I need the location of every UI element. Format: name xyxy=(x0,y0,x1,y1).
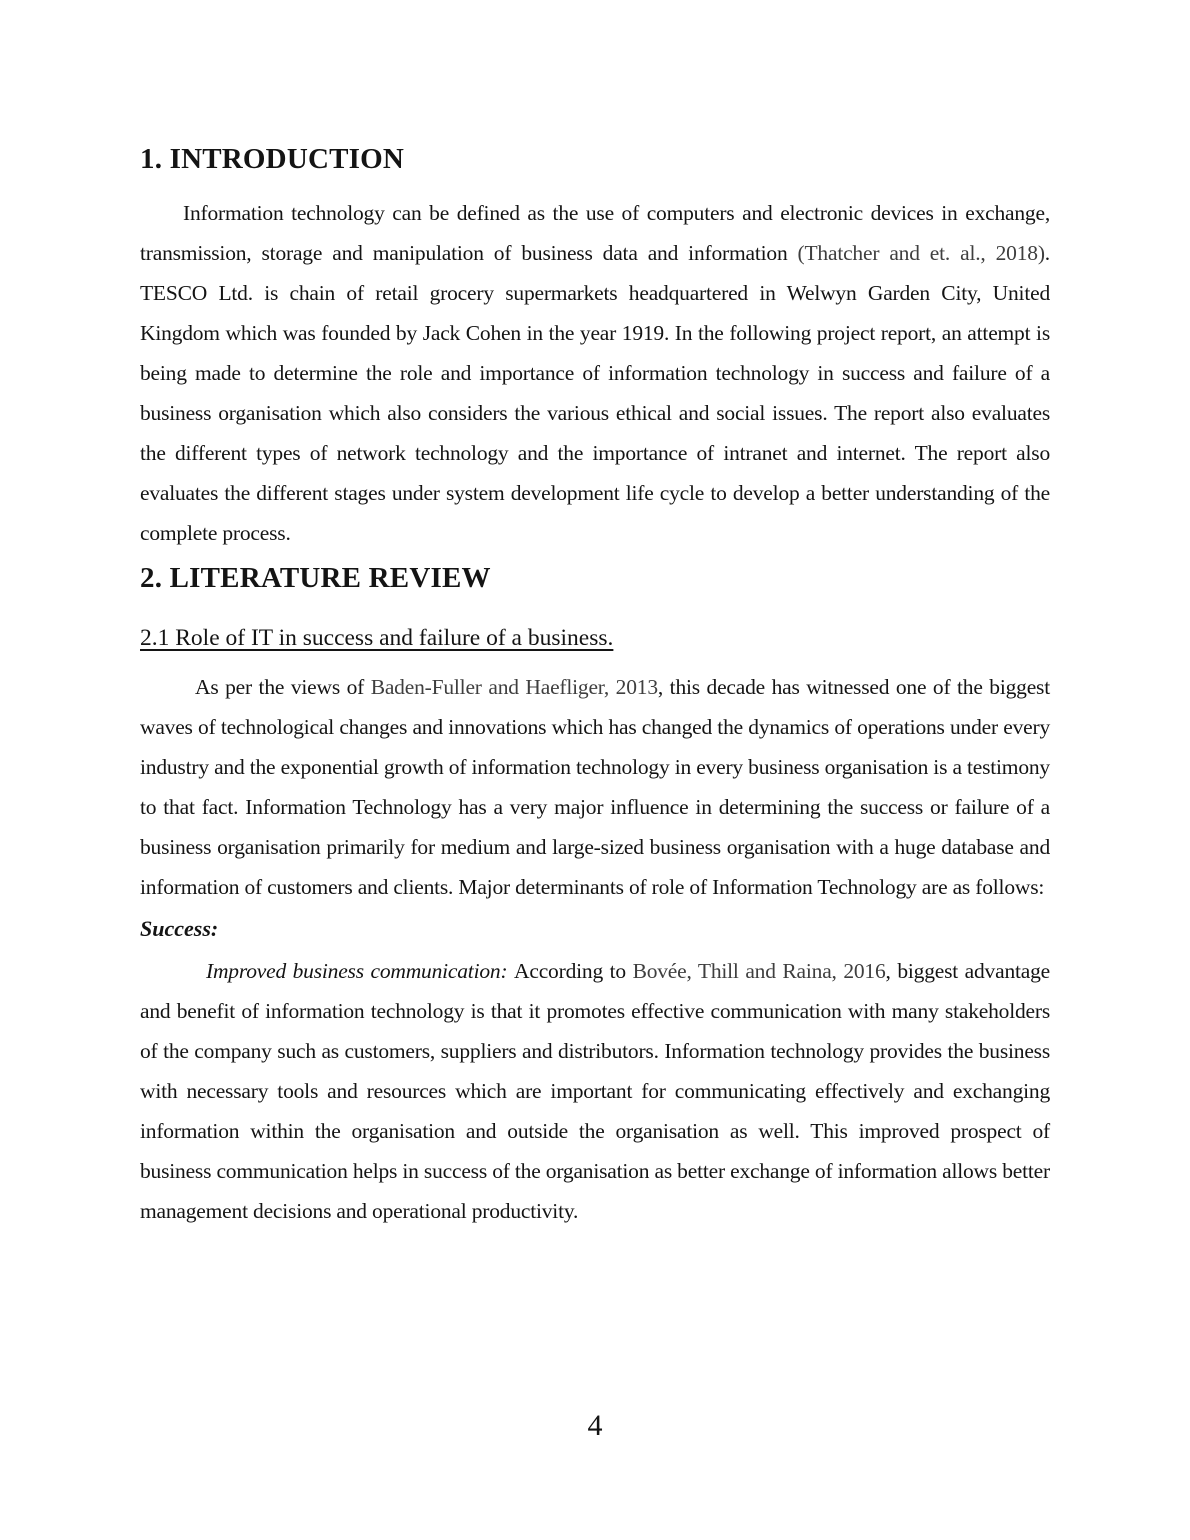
citation-text: Bovée, Thill and Raina, 2016 xyxy=(632,959,886,983)
improved-communication-paragraph xyxy=(140,951,1050,1231)
page-number: 4 xyxy=(587,1409,603,1442)
citation-text: (Thatcher and et. al., 2018) xyxy=(797,241,1045,265)
introduction-heading: 1. INTRODUCTION xyxy=(140,143,405,175)
success-label: Success: xyxy=(140,916,219,941)
literature-review-subheading: 2.1 Role of IT in success and failure of a business. xyxy=(140,625,614,651)
literature-overview-paragraph xyxy=(140,667,1050,907)
body-text: Information technology can be defined as the use of computers and electronic devices in exchange, transmission, storage and manipulation of business data and information xyxy=(140,201,1050,265)
body-text: , this decade has witnessed one of the biggest waves of technological changes and innovations which has changed the dynamics of operations under every industry and the exponential growth of information technology in every business organisation is a testimony to that fact. Information Technology has a very major influence in determining the success or failure of a business organisation primarily for medium and large-sized business organisation with a huge database and information of customers and clients. Major determinants of role of Information Technology are as follows: xyxy=(140,675,1050,899)
literature-review-heading: 2. LITERATURE REVIEW xyxy=(140,562,491,594)
body-text: According to xyxy=(514,959,633,983)
page-content xyxy=(140,0,1050,1231)
introduction-paragraph xyxy=(140,193,1050,553)
body-text: . TESCO Ltd. is chain of retail grocery supermarkets headquartered in Welwyn Garden City, United Kingdom which was founded by Jack Cohen in the year 1919. In the following project report, an attempt is being made to determine the role and importance of information technology in success and failure of a business organisation which also considers the various ethical and social issues. The report also evaluates the different types of network technology and the importance of intranet and internet. The report also evaluates the different stages under system development life cycle to develop a better understanding of the complete process. xyxy=(140,241,1050,545)
citation-text: Baden-Fuller and Haefliger, 2013 xyxy=(370,675,658,699)
body-text: As per the views of xyxy=(195,675,371,699)
italic-text: Improved business communication: xyxy=(206,959,515,983)
body-text: , biggest advantage and benefit of information technology is that it promotes effective communication with many stakeholders of the company such as customers, suppliers and distributors. Information technology provides the business with necessary tools and resources which are important for communicating effectively and exchanging information within the organisation and outside the organisation as well. This improved prospect of business communication helps in success of the organisation as better exchange of information allows better management decisions and operational productivity. xyxy=(140,959,1050,1223)
